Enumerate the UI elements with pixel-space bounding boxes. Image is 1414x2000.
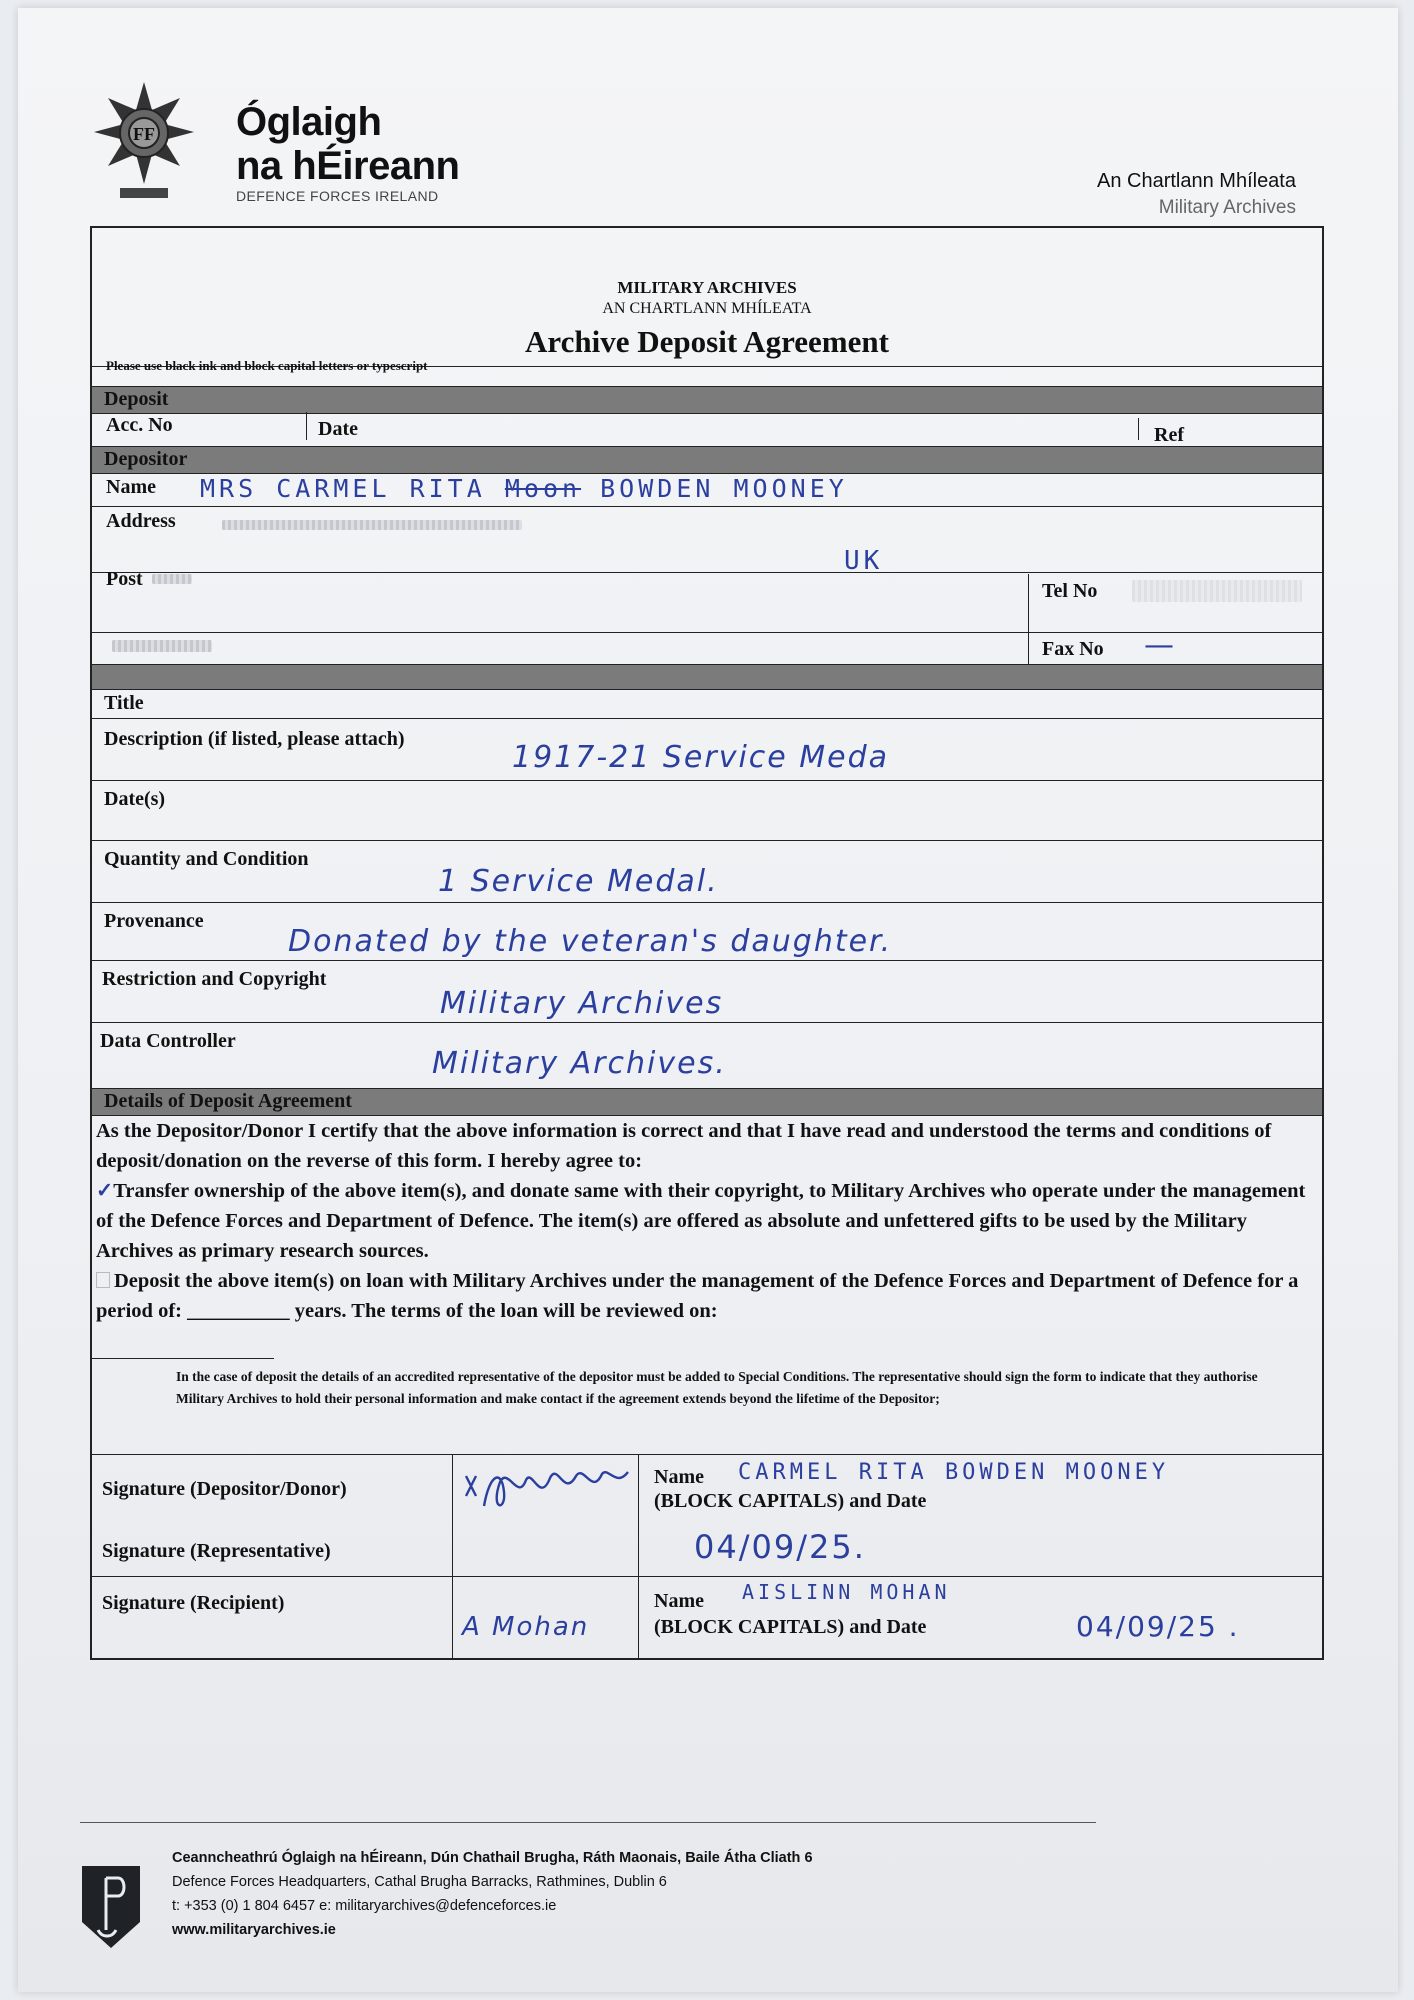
recipient-date: 04/09/25 . <box>1076 1610 1240 1643</box>
dates-label: Date(s) <box>104 788 166 810</box>
depositor-name-value: MRS CARMEL RITA Moon BOWDEN MOONEY <box>200 474 848 503</box>
depositor-signature <box>460 1462 636 1522</box>
divider <box>306 412 307 440</box>
sig-recipient-label: Signature (Recipient) <box>102 1592 285 1614</box>
provenance-label: Provenance <box>104 910 204 932</box>
title-label: Title <box>104 692 144 714</box>
data-controller-value: Military Archives. <box>432 1046 727 1081</box>
divider <box>92 902 1322 903</box>
address-label: Address <box>106 510 176 532</box>
divider <box>452 1454 453 1658</box>
footer-address-english: Defence Forces Headquarters, Cathal Brugha Barracks, Rathmines, Dublin 6 <box>172 1874 667 1890</box>
form-title: Archive Deposit Agreement <box>525 324 889 359</box>
restriction-value: Military Archives <box>440 986 724 1021</box>
divider <box>92 632 1322 633</box>
footer-divider <box>80 1822 1096 1823</box>
svg-text:FF: FF <box>133 124 155 144</box>
depositor-block-caps-label: (BLOCK CAPITALS) and Date <box>654 1490 927 1512</box>
acc-no-label: Acc. No <box>106 414 173 436</box>
divider <box>92 1358 274 1359</box>
restriction-label: Restriction and Copyright <box>102 968 327 990</box>
name-label: Name <box>106 476 156 498</box>
divider <box>638 1454 639 1658</box>
military-archives-logo-icon <box>80 1864 142 1950</box>
divider <box>92 960 1322 961</box>
footer-website-link[interactable]: www.militaryarchives.ie <box>172 1922 336 1938</box>
footer-address-irish: Ceanncheathrú Óglaigh na hÉireann, Dún Chathail Brugha, Ráth Maonais, Baile Átha Cliath 6 <box>172 1850 813 1866</box>
date-label: Date <box>318 418 358 440</box>
option-transfer[interactable]: ✓Transfer ownership of the above item(s), and donate same with their copyright, to Military Archives who operate under the management of the Defence Forces and Department of Defence. The item(s) are offered as absolute and unfettered gifts to be used by the Military Archives as primary research sources. <box>96 1180 1306 1262</box>
section-band-items <box>92 664 1322 690</box>
section-deposit: Deposit <box>92 386 1322 414</box>
quantity-value: 1 Service Medal. <box>438 864 719 899</box>
form-title-english: MILITARY ARCHIVES <box>617 278 797 297</box>
redacted-email <box>112 640 212 652</box>
fax-value: — <box>1144 628 1176 663</box>
redacted-phone <box>1132 580 1302 602</box>
data-controller-label: Data Controller <box>100 1030 236 1052</box>
fax-label: Fax No <box>1042 638 1104 660</box>
depositor-block-name: CARMEL RITA BOWDEN MOONEY <box>738 1460 1170 1485</box>
depositor-name-label: Name <box>654 1466 704 1488</box>
archive-name-english: Military Archives <box>1158 197 1296 218</box>
redacted-address <box>222 520 522 530</box>
depositor-date: 04/09/25. <box>694 1528 866 1566</box>
form-instruction: Please use black ink and block capital letters or typescript <box>106 358 428 373</box>
quantity-label: Quantity and Condition <box>104 848 309 870</box>
form-title-irish: AN CHARTLANN MHÍLEATA <box>602 300 812 317</box>
deposit-form <box>90 226 1324 1660</box>
representative-note: In the case of deposit the details of an accredited representative of the depositor must be added to Special Conditions. The representative should sign the form to indicate that they authorise Military Archives to hold their personal information and make contact if the agreement extends beyond the lifetime of the Depositor; <box>176 1369 1258 1406</box>
brand-subtitle: DEFENCE FORCES IRELAND <box>236 188 439 204</box>
brand-name-line1: Óglaigh <box>236 100 382 144</box>
ref-label: Ref <box>1154 424 1184 446</box>
divider <box>92 1576 1322 1577</box>
divider <box>1138 418 1139 440</box>
section-agreement: Details of Deposit Agreement <box>92 1088 1322 1116</box>
description-label: Description (if listed, please attach) <box>104 728 405 750</box>
sig-depositor-label: Signature (Depositor/Donor) <box>102 1478 347 1500</box>
divider <box>92 1454 1322 1455</box>
postcode-label: Post <box>106 568 143 590</box>
provenance-value: Donated by the veteran's daughter. <box>288 924 893 959</box>
section-depositor: Depositor <box>92 446 1322 474</box>
divider <box>92 840 1322 841</box>
recipient-block-name: AISLINN MOHAN <box>742 1580 951 1604</box>
divider <box>92 718 1322 719</box>
divider <box>92 572 1322 573</box>
brand-name-line2: na hÉireann <box>236 144 460 188</box>
transfer-checkbox[interactable]: ✓ <box>96 1180 114 1202</box>
divider <box>92 780 1322 781</box>
agreement-intro: As the Depositor/Donor I certify that the above information is correct and that I have read and understood the terms and conditions of deposit/donation on the reverse of this form. I hereby agree to: <box>96 1120 1272 1172</box>
sig-representative-label: Signature (Representative) <box>102 1540 331 1562</box>
redacted-postcode <box>152 574 192 584</box>
tel-label: Tel No <box>1042 580 1098 602</box>
address-value: UK <box>844 546 884 576</box>
recipient-name-label: Name <box>654 1590 704 1612</box>
loan-checkbox[interactable] <box>96 1272 110 1288</box>
archive-name-irish: An Chartlann Mhíleata <box>1096 170 1296 192</box>
recipient-signature: A Mohan <box>462 1612 590 1642</box>
divider <box>92 1022 1322 1023</box>
divider <box>92 506 1322 507</box>
option-loan[interactable]: Deposit the above item(s) on loan with Military Archives under the management of the Defence Forces and Department of Defence for a period of: __________ years. The terms of the loan will be reviewed on: <box>96 1270 1299 1322</box>
description-value: 1917-21 Service Meda <box>512 740 890 775</box>
footer-contact: t: +353 (0) 1 804 6457 e: militaryarchives@defenceforces.ie <box>172 1898 557 1914</box>
defence-forces-crest-icon <box>92 80 196 206</box>
recipient-block-caps-label: (BLOCK CAPITALS) and Date <box>654 1616 927 1638</box>
